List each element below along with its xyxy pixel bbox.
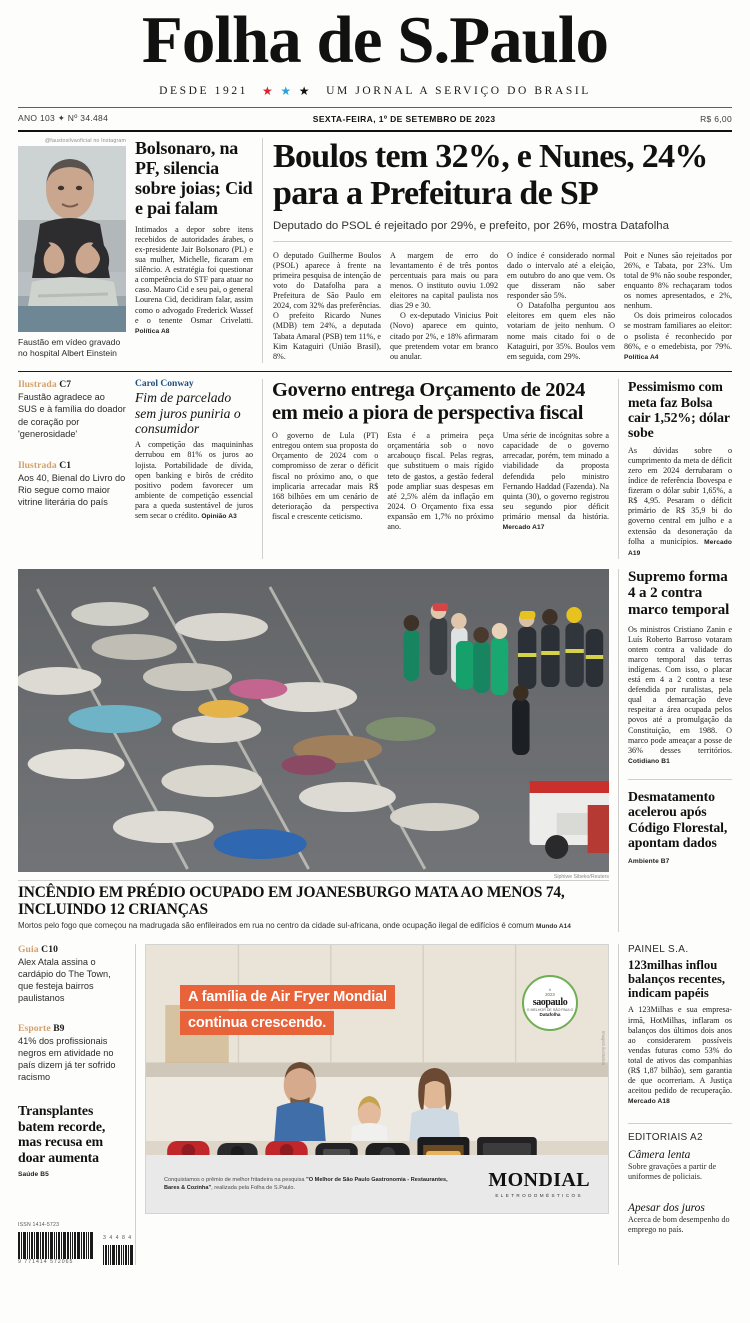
ad-footer-bold: "O Melhor de São Paulo Gastronomia - Restaurantes, Bares & Cozinha": [164, 1176, 448, 1191]
orcamento-columns: [272, 431, 609, 533]
lead-columns: [273, 251, 732, 363]
lead-col3a-text: O índice é considerado normal dado o intervalo até a eleição, em outubro do ano que vem. Os que disseram não saber responder são 5%.: [507, 250, 615, 301]
faustao-caption: Faustão em vídeo gravado no hospital Albert Einstein: [18, 336, 121, 358]
desmatamento-ref[interactable]: Ambiente B7: [628, 857, 670, 865]
pessimismo-headline[interactable]: Pessimismo com meta faz Bolsa cair 1,52%; dólar sobe: [628, 379, 730, 441]
lead-ref[interactable]: Política A4: [624, 353, 659, 361]
right-rail-top: [619, 569, 732, 932]
painel-body-text: A 123Milhas e sua empresa-irmã, HotMilhas, inflaram os balanços dos últimos dois anos ao considerarem possíveis vendas futuras como 53% do total de ativos das companhias (R$ 1,87 bilhão), sem garantia de que ocorreriam. A Justiça aceitou pedido de recuperação.: [628, 1005, 732, 1096]
star-black-icon: ★: [298, 83, 313, 98]
masthead-tagline: [18, 85, 732, 97]
faustao-photo-art: [18, 146, 126, 332]
brief-tag-2: [18, 944, 126, 955]
supremo-body: [628, 625, 732, 767]
desmatamento-headline[interactable]: Desmatamento acelerou após Código Florestal, apontam dados: [628, 788, 728, 851]
editoriais-tag[interactable]: EDITORIAIS A2: [628, 1132, 703, 1144]
brief-guia-c10[interactable]: [18, 944, 126, 1005]
brief-tag-1: [18, 460, 126, 471]
lead-col4b-wrap: [624, 311, 732, 362]
seal-cutlery-icon: ✕: [548, 988, 552, 993]
ad-headline-line-2: continua crescendo.: [180, 1011, 334, 1035]
brief-spacer-2: [18, 1005, 126, 1023]
seal-datafolha: Datafolha: [539, 1012, 561, 1018]
dateline-bar: [18, 108, 732, 130]
pessimismo-body: [628, 446, 732, 559]
transplantes-ref[interactable]: Saúde B5: [18, 1171, 49, 1179]
lead-col2a-text: A margem de erro do levantamento é de três pontos percentuais para mais ou para menos. O instituto ouviu 1.092 eleitores na capital paulista nos dias 29 e 30.: [390, 250, 498, 311]
lead-col1-text: O deputado Guilherme Boulos (PSOL) aparece à frente na primeira pesquisa de intenção de voto do Datafolha para a Prefeitura de São Paulo em 2024, com 32% das preferências. O prefeito Ricardo Nunes (MDB) tem 24%, a deputada Tabata Amaral (PSB) tem 11%, e Kim Kataguiri (União Brasil), 8%.: [273, 250, 381, 361]
barcode-small: [103, 1245, 133, 1265]
pessimismo-ref[interactable]: Mercado A19: [628, 538, 732, 557]
logo-folha: Folha: [141, 3, 301, 77]
star-red-icon: ★: [262, 83, 276, 98]
column-author[interactable]: Carol Conway: [135, 379, 194, 390]
ad-headline-line-1: A família de Air Fryer Mondial: [180, 985, 395, 1009]
joanesburgo-subhead: [18, 921, 609, 932]
orcamento-ref[interactable]: Mercado A17: [502, 524, 545, 532]
column-ref[interactable]: Opinião A3: [201, 513, 237, 521]
saopaulo-award-seal: [522, 975, 578, 1031]
right-rail-divider-1: [628, 779, 732, 780]
barcode-main-wrap: [18, 1228, 93, 1265]
bolsonaro-body-text: Intimados a depor sobre itens recebidos de autoridades árabes, o ex-presidente Jair Bolsonaro (PL) e sua mulher, Michelle, ficaram em silêncio. A estratégia foi questionar a competência do STF para atuar no caso. Mauro Cid e seu pai, o general Lourena Cid, decidiram falar, assim como o advogado Frederick Wassef e o tenente Osmar Crivelatti.: [135, 224, 253, 325]
brief-tag-label-1: Ilustrada: [18, 459, 57, 471]
brief-ilustrada-c7[interactable]: [18, 379, 126, 440]
seal-brand: saopaulo: [532, 997, 568, 1009]
supremo-headline[interactable]: Supremo forma 4 a 2 contra marco temporal: [628, 568, 730, 619]
brief-page-3: B9: [53, 1022, 65, 1034]
advertisement-block[interactable]: [136, 944, 618, 1265]
desmatamento-ref-wrap: [628, 856, 732, 867]
editorial-title-0: Câmera lenta: [628, 1149, 691, 1162]
joanesburgo-photo-credit: Siphiwe Sibeko/Reuters: [553, 873, 609, 880]
brief-page-0: C7: [59, 379, 72, 391]
editorial-item-0[interactable]: [628, 1149, 732, 1182]
lead-col-4: [624, 251, 732, 363]
supremo-body-text: Os ministros Cristiano Zanin e Luís Roberto Barroso votaram ontem contra a validade do marco temporal das terras indígenas. Com isso, o placar está em 4 a 2 contra a tese defendida por ruralistas, pela qual a demarcação deve respeitar a área ocupada pelos povos até a promulgação da Constituição, em 1988. O marco pode ameaçar a posse de 36% desses territórios.: [628, 624, 732, 755]
lead-subhead: Deputado do PSOL é rejeitado por 29%, e prefeito, por 26%, mostra Datafolha: [273, 219, 669, 232]
joanesburgo-headline[interactable]: INCÊNDIO EM PRÉDIO OCUPADO EM JOANESBURGO MATA AO MENOS 74, INCLUINDO 12 CRIANÇAS: [18, 883, 565, 918]
bolsonaro-body: [135, 225, 253, 337]
brief-tag-label-2: Guia: [18, 943, 39, 955]
brief-spacer-3: [18, 1083, 126, 1103]
painel-body: [628, 1005, 732, 1107]
column-body: [135, 440, 253, 522]
brief-tag-label-0: Ilustrada: [18, 379, 57, 391]
painel-headline[interactable]: 123milhas inflou balanços recentes, indicam papéis: [628, 957, 726, 1001]
joanesburgo-ref[interactable]: Mundo A14: [536, 922, 571, 930]
transplantes-headline[interactable]: Transplantes batem recorde, mas recusa em doar aumenta: [18, 1103, 106, 1165]
editorial-item-1[interactable]: [628, 1202, 732, 1235]
brief-spacer: [18, 440, 126, 460]
joanesburgo-block: [18, 569, 618, 932]
barcode-small-number: 3 4 4 8 4: [103, 1235, 133, 1242]
editorial-title-1: Apesar dos juros: [628, 1202, 705, 1215]
logo-spaulo: S.Paulo: [397, 3, 609, 77]
since-label: DESDE 1921: [159, 84, 249, 97]
right-rail-divider-2: [628, 1123, 732, 1124]
faustao-photo: [18, 146, 126, 332]
brief-esporte-b9[interactable]: [18, 1023, 126, 1084]
masthead: [0, 0, 750, 132]
barcode-small-wrap: [103, 1235, 133, 1265]
briefs-bottom-left: [18, 944, 135, 1265]
issue-number: ANO 103 ✦ Nº 34.484: [18, 113, 109, 124]
lead-col3b-text: O Datafolha perguntou aos eleitores em quem eles não votariam de jeito nenhum. O nome mais citado foi o de Kataguiri, por 35%. Boulos vem em seguida, com 29%.: [507, 301, 615, 361]
brief-text-2: Alex Atala assina o cardápio do The Town, que festeja bairros paulistanos: [18, 956, 111, 1004]
lead-story: [263, 138, 732, 363]
lead-col-3: [507, 251, 615, 363]
brief-tag-label-3: Esporte: [18, 1022, 51, 1034]
pessimismo-body-text: As dúvidas sobre o cumprimento da meta de déficit zero em 2024 derrubaram o índice de referência Ibovespa e fizeram o dólar subir 1,65%, a R$ 4,95. Pesaram o déficit primário de R$ 35,9 bi do governo central em julho e a extensão da desoneração da folha a municípios.: [628, 445, 732, 546]
lead-col4b-text: Os dois primeiros colocados se mostram familiares ao eleitor: o psolista é reconhecido por 86%, e o emedebista, por 79%.: [624, 311, 732, 351]
bolsonaro-block: [126, 138, 262, 363]
orcamento-col-2: Esta é a primeira peça orçamentária sob o novo arcabouço fiscal. Pelas regras, que substituem o mais rígido teto de gastos, a gestão federal pode ampliar suas despesas em até 2,5% além da inflação em 2024. O Orçamento fixa essa expansão em 1,7% no próximo ano.: [387, 431, 494, 532]
lead-col-2: [390, 251, 498, 363]
joanesburgo-photo: [18, 569, 609, 872]
column-title[interactable]: Fim de parcelado sem juros puniria o consumidor: [135, 390, 241, 436]
price-label: R$ 6,00: [700, 113, 732, 124]
editorial-text-0: Sobre gravações a partir de uniformes de policiais.: [628, 1162, 717, 1182]
orcamento-col-3: [503, 431, 609, 533]
mondial-brand-sub: ELETRODOMÉSTICOS: [495, 1193, 583, 1199]
section-4: [0, 932, 750, 1265]
editorial-text-1: Acerca de bom desempenho do emprego no país.: [628, 1215, 730, 1235]
barcode-row: [18, 1228, 133, 1266]
lead-col-1: [273, 251, 381, 363]
lead-col4a-text: Poit e Nunes são rejeitados por 26%, e Tabata, por 23%. Um total de 9% não soube responder, enquanto 8% rechaçaram todos os nomes apresentados, e 2%, nenhum.: [624, 250, 732, 311]
editorial-spacer: [628, 1182, 732, 1196]
ad-footer-suffix: , realizada pela Folha de S.Paulo.: [211, 1184, 296, 1191]
faustao-block: [18, 138, 126, 363]
lead-divider: [273, 241, 732, 242]
joanesburgo-divider: [18, 880, 609, 881]
painel-ref[interactable]: Mercado A18: [628, 1098, 670, 1106]
orcamento-col3-text: Uma série de incógnitas sobre a capacidade de o governo arrecadar, porém, tem minado a viabilidade da proposta defendida pelo ministro Fernando Haddad (Fazenda). Na quinta (30), o governo registrou seu segundo pior déficit primário mensal da história.: [502, 431, 609, 521]
transplantes-ref-wrap: [18, 1169, 126, 1180]
pessimismo-story: [619, 379, 732, 559]
barcode-main: [18, 1232, 93, 1259]
column-body-text: A competição das maquininhas derrubou em 81% os juros ao lojista. Portabilidade de dívida, open banking e birôs de crédito positivo podem favorecer um ambiente de competição essencial para a queda sustentável de juros sem secar o crédito.: [135, 440, 253, 521]
painel-tag[interactable]: PAINEL S.A.: [628, 943, 689, 955]
lead-headline[interactable]: Boulos tem 32%, e Nunes, 24% para a Prefeitura de SP: [273, 137, 708, 212]
ad-footer-text: [164, 1176, 464, 1192]
publication-date: SEXTA-FEIRA, 1º DE SETEMBRO DE 2023: [312, 113, 496, 124]
supremo-ref[interactable]: Cotidiano B1: [628, 757, 670, 765]
brief-ilustrada-c1[interactable]: [18, 460, 126, 509]
ad-footer-prefix: Conquistamos o prêmio de melhor fritadeira na pesquisa: [164, 1176, 307, 1183]
mondial-logo: [488, 1169, 590, 1198]
newspaper-logo: [18, 3, 732, 77]
issn-label: ISSN 1414-5723: [18, 1222, 60, 1229]
orcamento-story: [263, 379, 618, 559]
brief-page-2: C10: [41, 943, 58, 955]
mondial-ad[interactable]: [145, 944, 609, 1214]
bolsonaro-ref[interactable]: Política A8: [135, 327, 170, 335]
star-blue-icon: ★: [280, 83, 294, 98]
orcamento-headline[interactable]: Governo entrega Orçamento de 2024 em meio a piora de perspectiva fiscal: [272, 379, 586, 424]
brief-page-1: C1: [59, 459, 72, 471]
briefs-left-column: [18, 379, 126, 559]
mondial-brand-name: MONDIAL: [488, 1169, 590, 1192]
lead-col2b-text: O ex-deputado Vinicius Poit (Novo) aparece em quinto, citado por 2%, e 18% afirmaram que pretendem votar em branco ou anular.: [390, 311, 498, 361]
ad-side-credit: Imagem ilustrativa: [601, 1030, 606, 1065]
barcode-block: [18, 1222, 133, 1266]
logo-de: de: [316, 3, 382, 77]
seal-year: 2023: [545, 992, 555, 998]
faustao-photo-credit: @faustosilvaoficial no Instagram: [44, 137, 126, 144]
ad-footer: [146, 1155, 608, 1213]
section-3: [0, 559, 750, 932]
joanesburgo-subhead-text: Mortos pelo fogo que começou na madrugada são enfileirados em rua no centro da cidade sul-africana, onde ocupação ilegal de edifícios é comum: [18, 920, 534, 930]
section-2: [0, 372, 750, 559]
opinion-column-block: [126, 379, 262, 559]
bolsonaro-headline[interactable]: Bolsonaro, na PF, silencia sobre joias; Cid e pai falam: [135, 137, 253, 218]
seal-subtitle: O MELHOR DE SÃO PAULO: [526, 1008, 574, 1013]
slogan: UM JORNAL A SERVIÇO DO BRASIL: [326, 84, 591, 97]
stars-ornament: [262, 85, 312, 97]
top-region: [0, 132, 750, 363]
joanesburgo-photo-art: [18, 569, 609, 872]
brief-text-0: Faustão agradece ao SUS e à família do doador de coração por 'generosidade': [18, 392, 126, 439]
right-rail-bottom: [619, 944, 732, 1265]
brief-text-1: Aos 40, Bienal do Livro do Rio segue como maior vitrine literária do país: [18, 472, 126, 508]
brief-tag-3: [18, 1023, 126, 1034]
orcamento-col-1: O governo de Lula (PT) entregou ontem sua proposta do Orçamento de 2024 com o compromisso de zerar o déficit fiscal no próximo ano, o que implicaria arrecadar mais R$ 168 bilhões em um cenário de deterioração da perspectiva fiscal e crescente ceticismo.: [272, 431, 379, 521]
brief-text-3: 41% dos profissionais negros em atividade no país dizem já ter sofrido racismo: [18, 1035, 116, 1083]
barcode-number: 9 771414 572065: [18, 1259, 74, 1266]
brief-tag-0: [18, 379, 126, 390]
